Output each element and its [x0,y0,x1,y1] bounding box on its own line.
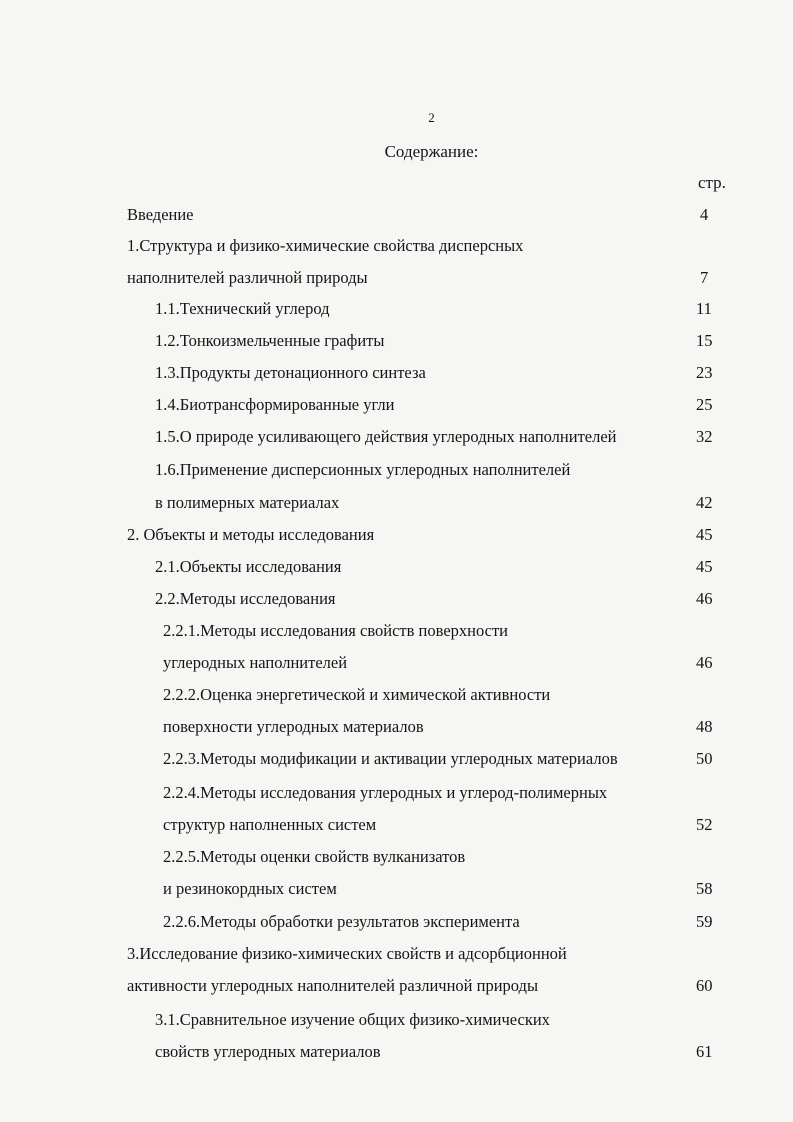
toc-entry-page: 46 [696,653,713,672]
toc-entry-text: 1.2.Тонкоизмельченные графиты [155,331,385,350]
toc-entry-text: 3.1.Сравнительное изучение общих физико-химических [155,1010,550,1029]
toc-entry-page: 61 [696,1042,713,1061]
toc-entry-page: 23 [696,363,713,382]
toc-entry-page: 59 [696,912,713,931]
toc-entry-text: 2.2.2.Оценка энергетической и химической активности [163,685,551,704]
toc-entry-page: 7 [700,268,709,287]
toc-entry-text: в полимерных материалах [155,493,340,512]
toc-entry-text: 1.5.О природе усиливающего действия углеродных наполнителей [155,427,617,446]
toc-entry-page: 4 [700,205,709,224]
page-column-label: стр. [698,173,726,192]
toc-entry-page: 15 [696,331,713,350]
toc-title: Содержание: [384,142,479,161]
toc-entry-text: 2.2.6.Методы обработки результатов эксперимента [163,912,520,931]
toc-entry-text: активности углеродных наполнителей различной природы [127,976,539,995]
toc-entry-text: Введение [127,205,194,224]
toc-entry-page: 52 [696,815,713,834]
toc-entry-text: 3.Исследование физико-химических свойств и адсорбционной [127,944,567,963]
toc-entry-text: 1.Структура и физико-химические свойства дисперсных [127,236,524,255]
toc-entry-text: поверхности углеродных материалов [163,717,424,736]
toc-entry-text: свойств углеродных материалов [155,1042,381,1061]
toc-entry-page: 45 [696,557,713,576]
toc-entry-page: 25 [696,395,713,414]
toc-entry-page: 32 [696,427,713,446]
toc-entry-page: 60 [696,976,713,995]
toc-entry-text: 2.2.5.Методы оценки свойств вулканизатов [163,847,466,866]
toc-entry-text: 1.3.Продукты детонационного синтеза [155,363,426,382]
toc-entry-page: 11 [696,299,712,318]
toc-entry-text: 2.2.Методы исследования [155,589,336,608]
toc-entry-text: 2.2.3.Методы модификации и активации углеродных материалов [163,749,618,768]
toc-entry-text: и резинокордных систем [163,879,337,898]
toc-entry-text: 2.2.1.Методы исследования свойств поверхности [163,621,508,640]
toc-entry-text: структур наполненных систем [163,815,377,834]
toc-entry-text: 1.6.Применение дисперсионных углеродных наполнителей [155,460,571,479]
toc-entry-page: 58 [696,879,713,898]
toc-entry-page: 42 [696,493,713,512]
toc-entry-page: 46 [696,589,713,608]
toc-entry-page: 45 [696,525,713,544]
toc-entry-text: 2. Объекты и методы исследования [127,525,375,544]
toc-entry-page: 50 [696,749,713,768]
toc-entry-text: 2.2.4.Методы исследования углеродных и углерод-полимерных [163,783,608,802]
toc-entry-text: наполнителей различной природы [127,268,368,287]
toc-entry-page: 48 [696,717,713,736]
toc-entry-text: 1.1.Технический углерод [155,299,330,318]
toc-entry-text: 1.4.Биотрансформированные угли [155,395,395,414]
toc-entry-text: углеродных наполнителей [163,653,348,672]
toc-entry-text: 2.1.Объекты исследования [155,557,342,576]
page-number: 2 [428,110,435,125]
